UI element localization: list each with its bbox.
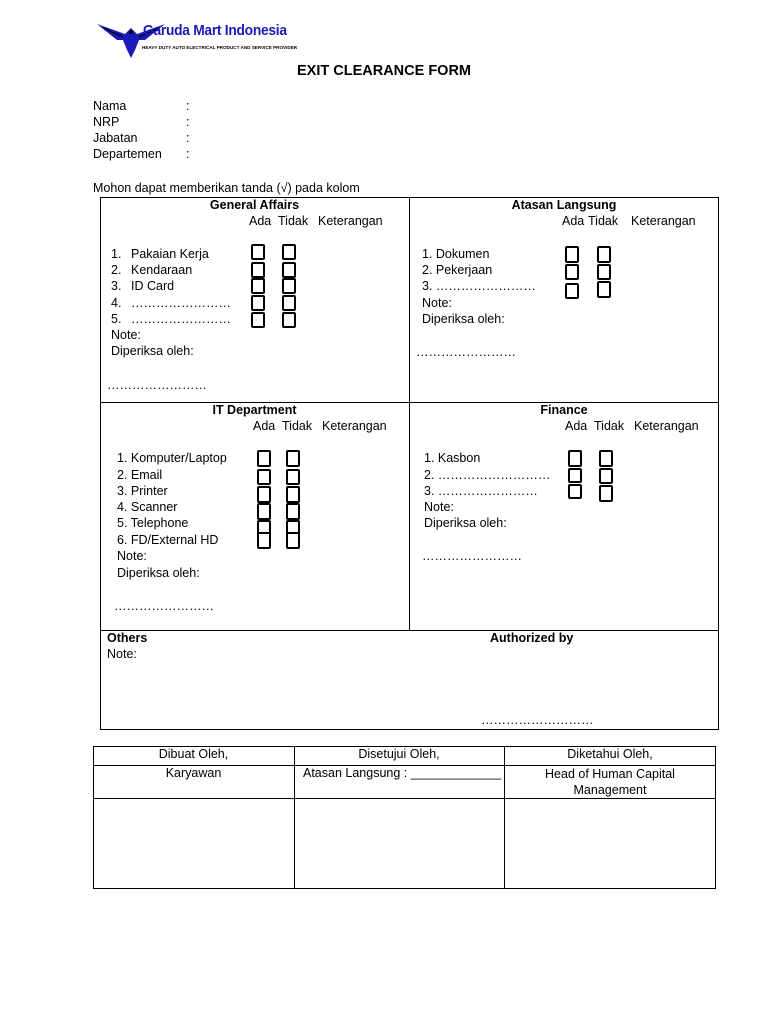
ga-sign-line: …………………… [107, 378, 207, 392]
finance-col-keterangan: Keterangan [634, 419, 699, 433]
ga-item-2: Kendaraan [131, 263, 193, 277]
finance-item-2: 2. ……………………… [424, 468, 551, 482]
finance-sign-line: …………………… [422, 549, 522, 563]
finance-item-3: 3. …………………… [424, 484, 538, 498]
it-item-6: 6. FD/External HD [117, 533, 219, 547]
colon-nrp: : [186, 115, 190, 129]
ga-col-keterangan: Keterangan [318, 214, 383, 228]
company-logo [95, 18, 310, 60]
ga-tidak-checkbox-4[interactable] [282, 295, 296, 311]
finance-ada-checkbox-1[interactable] [568, 450, 582, 467]
atasan-title: Atasan Langsung [511, 198, 617, 212]
atasan-col-keterangan: Keterangan [631, 214, 696, 228]
it-ada-checkbox-1[interactable] [257, 450, 271, 467]
ga-ada-checkbox-2[interactable] [251, 262, 265, 278]
ga-item-3: ID Card [131, 279, 175, 293]
signature-cell-karyawan[interactable] [94, 799, 294, 888]
approval-header-disetujui: Disetujui Oleh, [358, 747, 440, 761]
ga-tidak-checkbox-1[interactable] [282, 244, 296, 260]
label-departemen: Departemen [93, 147, 162, 161]
ga-title: General Affairs [209, 198, 300, 212]
label-nrp: NRP [93, 115, 120, 129]
it-item-2: 2. Email [117, 468, 163, 482]
atasan-ada-checkbox-2[interactable] [565, 264, 579, 280]
atasan-ada-checkbox-3[interactable] [565, 283, 579, 299]
others-note: Note: [107, 647, 137, 661]
finance-col-tidak: Tidak [594, 419, 625, 433]
finance-checked-by: Diperiksa oleh: [424, 516, 507, 530]
ga-tidak-checkbox-3[interactable] [282, 278, 296, 294]
finance-note: Note: [424, 500, 454, 514]
signature-cell-hc[interactable] [505, 799, 715, 888]
ga-checked-by: Diperiksa oleh: [111, 344, 194, 358]
it-col-keterangan: Keterangan [322, 419, 387, 433]
ga-ada-checkbox-3[interactable] [251, 278, 265, 294]
ga-col-ada: Ada [249, 214, 272, 228]
atasan-col-ada: Ada [562, 214, 585, 228]
ga-ada-checkbox-5[interactable] [251, 312, 265, 328]
atasan-checked-by: Diperiksa oleh: [422, 312, 505, 326]
atasan-item-1: 1. Dokumen [422, 247, 490, 261]
finance-tidak-checkbox-3[interactable] [599, 485, 613, 502]
it-item-1: 1. Komputer/Laptop [117, 451, 227, 465]
it-item-3: 3. Printer [117, 484, 168, 498]
finance-col-ada: Ada [565, 419, 588, 433]
atasan-tidak-checkbox-1[interactable] [597, 246, 611, 263]
it-sign-line: …………………… [114, 599, 214, 613]
ga-item-4: …………………… [131, 296, 231, 310]
atasan-tidak-checkbox-2[interactable] [597, 264, 611, 280]
ga-ada-checkbox-1[interactable] [251, 244, 265, 260]
it-item-4: 4. Scanner [117, 500, 178, 514]
it-title: IT Department [212, 403, 297, 417]
others-title: Others [107, 631, 148, 645]
atasan-item-2: 2. Pekerjaan [422, 263, 493, 277]
it-ada-checkbox-2[interactable] [257, 469, 271, 485]
ga-num-1: 1. [111, 247, 122, 261]
ga-tidak-checkbox-5[interactable] [282, 312, 296, 328]
it-item-5: 5. Telephone [117, 516, 189, 530]
it-note: Note: [117, 549, 147, 563]
it-tidak-checkbox-2[interactable] [286, 469, 300, 485]
authorized-sign-line: ……………………… [481, 713, 594, 727]
it-ada-checkbox-3[interactable] [257, 486, 271, 503]
it-ada-checkbox-4[interactable] [257, 503, 271, 520]
finance-title: Finance [540, 403, 588, 417]
it-tidak-checkbox-1[interactable] [286, 450, 300, 467]
finance-ada-checkbox-2[interactable] [568, 468, 582, 483]
atasan-ada-checkbox-1[interactable] [565, 246, 579, 263]
it-checked-by: Diperiksa oleh: [117, 566, 200, 580]
company-name: Garuda Mart Indonesia [143, 22, 287, 39]
label-jabatan: Jabatan [93, 131, 138, 145]
ga-num-5: 5. [111, 312, 122, 326]
ga-tidak-checkbox-2[interactable] [282, 262, 296, 278]
ga-item-1: Pakaian Kerja [131, 247, 209, 261]
colon-jabatan: : [186, 131, 190, 145]
finance-tidak-checkbox-2[interactable] [599, 468, 613, 484]
authorized-title: Authorized by [490, 631, 574, 645]
it-tidak-checkbox-6[interactable] [286, 532, 300, 549]
finance-item-1: 1. Kasbon [424, 451, 481, 465]
finance-tidak-checkbox-1[interactable] [599, 450, 613, 467]
atasan-tidak-checkbox-3[interactable] [597, 281, 611, 298]
it-ada-checkbox-6[interactable] [257, 532, 271, 549]
ga-num-4: 4. [111, 296, 122, 310]
approval-role-atasan: Atasan Langsung : _____________ [303, 766, 502, 780]
ga-num-2: 2. [111, 263, 122, 277]
it-col-tidak: Tidak [282, 419, 313, 433]
approval-header-diketahui: Diketahui Oleh, [567, 747, 653, 761]
ga-num-3: 3. [111, 279, 122, 293]
ga-item-5: …………………… [131, 312, 231, 326]
ga-ada-checkbox-4[interactable] [251, 295, 265, 311]
it-col-ada: Ada [253, 419, 276, 433]
atasan-sign-line: …………………… [416, 345, 516, 359]
approval-role-hc: Head of Human Capital Management [545, 767, 675, 797]
approval-role-karyawan: Karyawan [165, 766, 222, 780]
it-tidak-checkbox-3[interactable] [286, 486, 300, 503]
form-title: EXIT CLEARANCE FORM [297, 63, 471, 79]
colon-departemen: : [186, 147, 190, 161]
divider-h-others [100, 630, 719, 631]
colon-nama: : [186, 99, 190, 113]
signature-cell-atasan[interactable] [295, 799, 504, 888]
instruction-text: Mohon dapat memberikan tanda (√) pada kolom [93, 181, 360, 195]
company-tagline: HEAVY DUTY AUTO ELECTRICAL PRODUCT AND SERVICE PROVIDER [142, 45, 298, 50]
atasan-note: Note: [422, 296, 452, 310]
approval-header-dibuat: Dibuat Oleh, [158, 747, 229, 761]
atasan-item-3: 3. …………………… [422, 279, 536, 293]
it-tidak-checkbox-4[interactable] [286, 503, 300, 520]
label-nama: Nama [93, 99, 127, 113]
atasan-col-tidak: Tidak [588, 214, 619, 228]
ga-col-tidak: Tidak [278, 214, 309, 228]
finance-ada-checkbox-3[interactable] [568, 484, 582, 499]
ga-note: Note: [111, 328, 141, 342]
